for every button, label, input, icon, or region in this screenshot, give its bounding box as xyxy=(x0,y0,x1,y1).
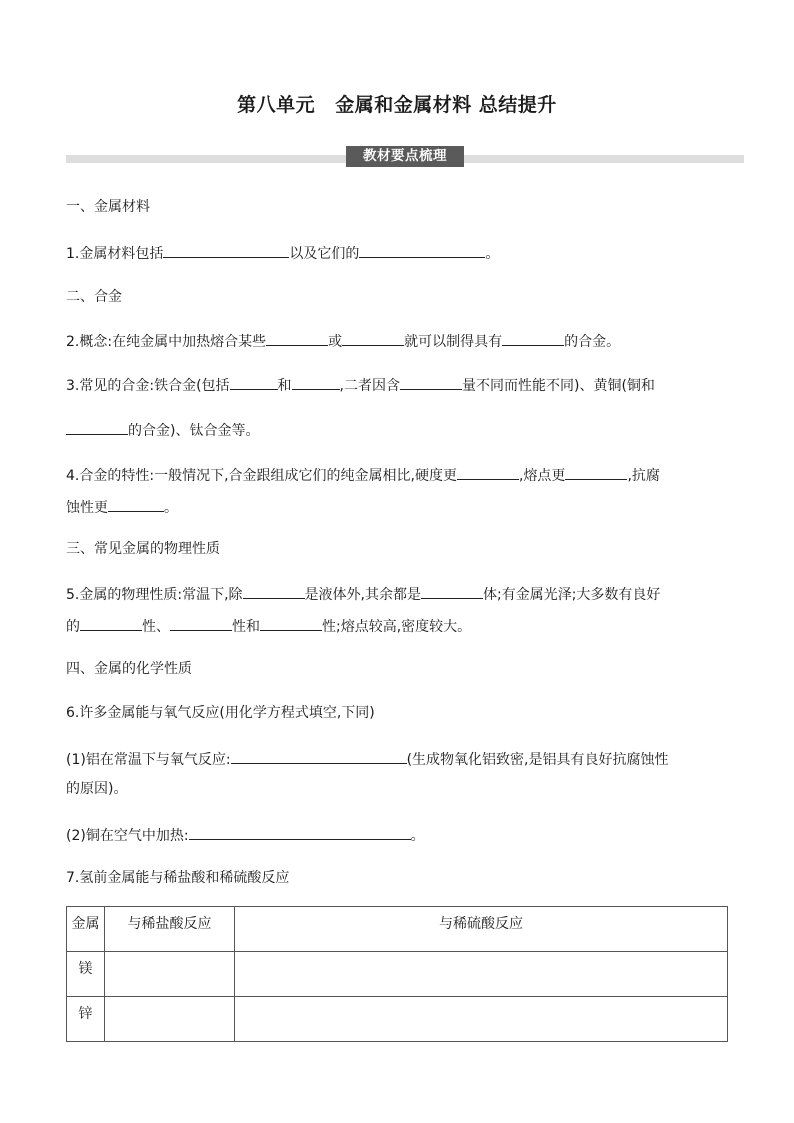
question-7-stem: 7.氢前金属能与稀盐酸和稀硫酸反应 xyxy=(66,870,290,886)
section-heading-2: 二、合金 xyxy=(66,289,122,305)
question-2: 2.概念:在纯金属中加热熔合某些 或 就可以制得具有 的合金。 xyxy=(66,331,620,351)
answer-blank[interactable] xyxy=(292,375,340,390)
answer-blank[interactable] xyxy=(230,375,278,390)
page-title: 第八单元 金属和金属材料 总结提升 xyxy=(237,94,557,116)
question-3-line-2: 的合金)、钛合金等。 xyxy=(66,420,259,440)
answer-cell[interactable] xyxy=(105,952,235,997)
column-header-metal: 金属 xyxy=(67,907,105,952)
table-row xyxy=(67,952,728,997)
answer-blank[interactable] xyxy=(400,375,462,390)
table-header-row xyxy=(67,907,728,952)
answer-blank[interactable] xyxy=(359,243,485,258)
section-heading-1: 一、金属材料 xyxy=(66,199,150,215)
answer-blank[interactable] xyxy=(342,331,404,346)
question-4-line-2: 蚀性更 。 xyxy=(66,497,178,517)
answer-blank[interactable] xyxy=(243,584,305,599)
question-6-part-1-line-2: 的原因)。 xyxy=(66,781,128,797)
question-5-line-2: 的 性、 性和 性;熔点较高,密度较大。 xyxy=(66,616,471,636)
question-5-line-1: 5.金属的物理性质:常温下,除 是液体外,其余都是 体;有金属光泽;大多数有良好 xyxy=(66,584,660,604)
table-row xyxy=(67,997,728,1042)
column-header-hcl: 与稀盐酸反应 xyxy=(105,907,235,952)
reaction-table xyxy=(66,906,728,1042)
section-banner: 教材要点梳理 xyxy=(346,146,464,167)
answer-blank[interactable] xyxy=(260,616,322,631)
answer-blank[interactable] xyxy=(565,465,627,480)
answer-blank[interactable] xyxy=(421,584,483,599)
answer-blank[interactable] xyxy=(457,465,519,480)
answer-blank[interactable] xyxy=(163,243,289,258)
answer-blank[interactable] xyxy=(502,331,564,346)
answer-blank[interactable] xyxy=(170,616,232,631)
answer-cell[interactable] xyxy=(235,997,728,1042)
question-3-line-1: 3.常见的合金:铁合金(包括 和 ,二者因含 量不同而性能不同)、黄铜(铜和 xyxy=(66,375,655,395)
question-6-part-2: (2)铜在空气中加热: 。 xyxy=(66,825,425,845)
question-4-line-1: 4.合金的特性:一般情况下,合金跟组成它们的纯金属相比,硬度更 ,熔点更 ,抗腐 xyxy=(66,465,660,485)
question-6-part-1-line-1: (1)铝在常温下与氧气反应: (生成物氧化铝致密,是铝具有良好抗腐蚀性 xyxy=(66,749,668,769)
answer-blank[interactable] xyxy=(266,331,328,346)
section-heading-4: 四、金属的化学性质 xyxy=(66,661,192,677)
metal-cell: 锌 xyxy=(67,997,105,1042)
answer-blank[interactable] xyxy=(66,420,128,435)
question-1: 1.金属材料包括 以及它们的 。 xyxy=(66,243,499,263)
answer-cell[interactable] xyxy=(105,997,235,1042)
section-heading-3: 三、常见金属的物理性质 xyxy=(66,541,220,557)
answer-blank[interactable] xyxy=(108,497,164,512)
answer-blank[interactable] xyxy=(231,749,407,764)
answer-blank[interactable] xyxy=(80,616,142,631)
question-6-stem: 6.许多金属能与氧气反应(用化学方程式填空,下同) xyxy=(66,705,375,721)
metal-cell: 镁 xyxy=(67,952,105,997)
column-header-h2so4: 与稀硫酸反应 xyxy=(235,907,728,952)
answer-blank[interactable] xyxy=(189,825,411,840)
answer-cell[interactable] xyxy=(235,952,728,997)
